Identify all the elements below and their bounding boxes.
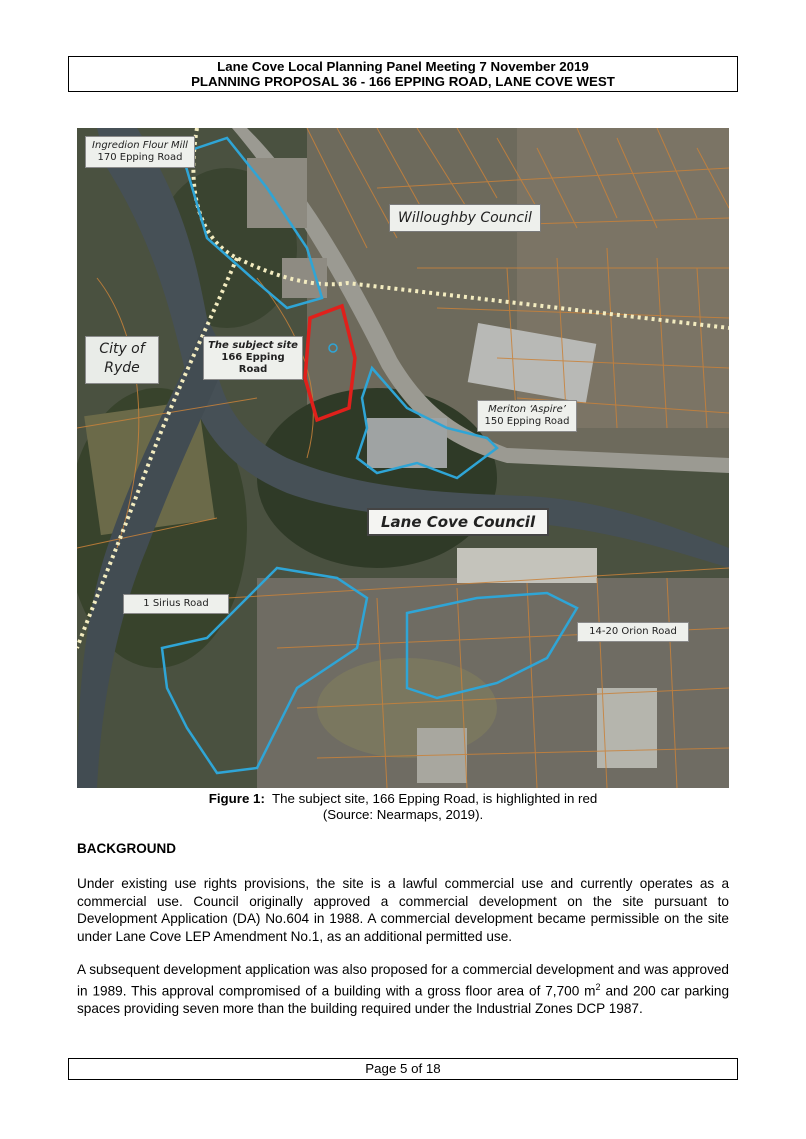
figure-source: (Source: Nearmaps, 2019). [322,807,484,822]
paragraph-2-superscript: 2 [595,981,601,992]
label-subject-site [203,336,303,380]
paragraph-2-part-a: A subsequent development application was also proposed for a commercial development and was approved in 1989. This approval compromised of a building with a gross floor area of 7,700 m [77,962,729,999]
city-of-ryde-line2: Ryde [104,360,140,376]
figure-text: The subject site, 166 Epping Road, is highlighted in red [272,791,598,806]
page-footer [68,1058,738,1080]
section-heading: BACKGROUND [77,841,176,856]
subject-site-name: The subject site [208,340,298,351]
page-header [68,56,738,92]
ingredion-address: 170 Epping Road [97,152,183,163]
paragraph-2 [77,961,729,1017]
header-meeting-title: Lane Cove Local Planning Panel Meeting 7 November 2019 [217,59,589,74]
meriton-name: Meriton ‘Aspire’ [488,404,566,415]
label-meriton [477,400,577,432]
label-city-of-ryde [85,336,159,384]
city-of-ryde-line1: City of [99,341,145,357]
figure-caption [0,791,806,807]
label-lane-cove-council: Lane Cove Council [367,508,549,536]
meriton-address: 150 Epping Road [484,416,570,427]
aerial-map [77,128,729,788]
subject-site-address: 166 Epping Road [221,352,285,375]
figure-label: Figure 1: [208,791,265,806]
ingredion-name: Ingredion Flour Mill [92,140,188,151]
paragraph-1: Under existing use rights provisions, the site is a lawful commercial use and currently operates as a commercial use. Council originally approved a commercial development on the site pursuant to Development Application (DA) No.604 in 1988. A commercial development became permissible on the site under Lane Cove LEP Amendment No.1, as an additional permitted use. [77,876,729,944]
label-sirius-road: 1 Sirius Road [123,594,229,614]
label-ingredion [85,136,195,168]
label-willoughby: Willoughby Council [389,204,541,232]
label-orion-road: 14-20 Orion Road [577,622,689,642]
page-number: Page 5 of 18 [365,1061,441,1076]
header-proposal-title: PLANNING PROPOSAL 36 - 166 EPPING ROAD, LANE COVE WEST [191,74,615,89]
paragraph-2-part-b: and 200 car parking spaces providing seven more than the building required under the Industrial Zones DCP 1987. [77,983,730,1016]
